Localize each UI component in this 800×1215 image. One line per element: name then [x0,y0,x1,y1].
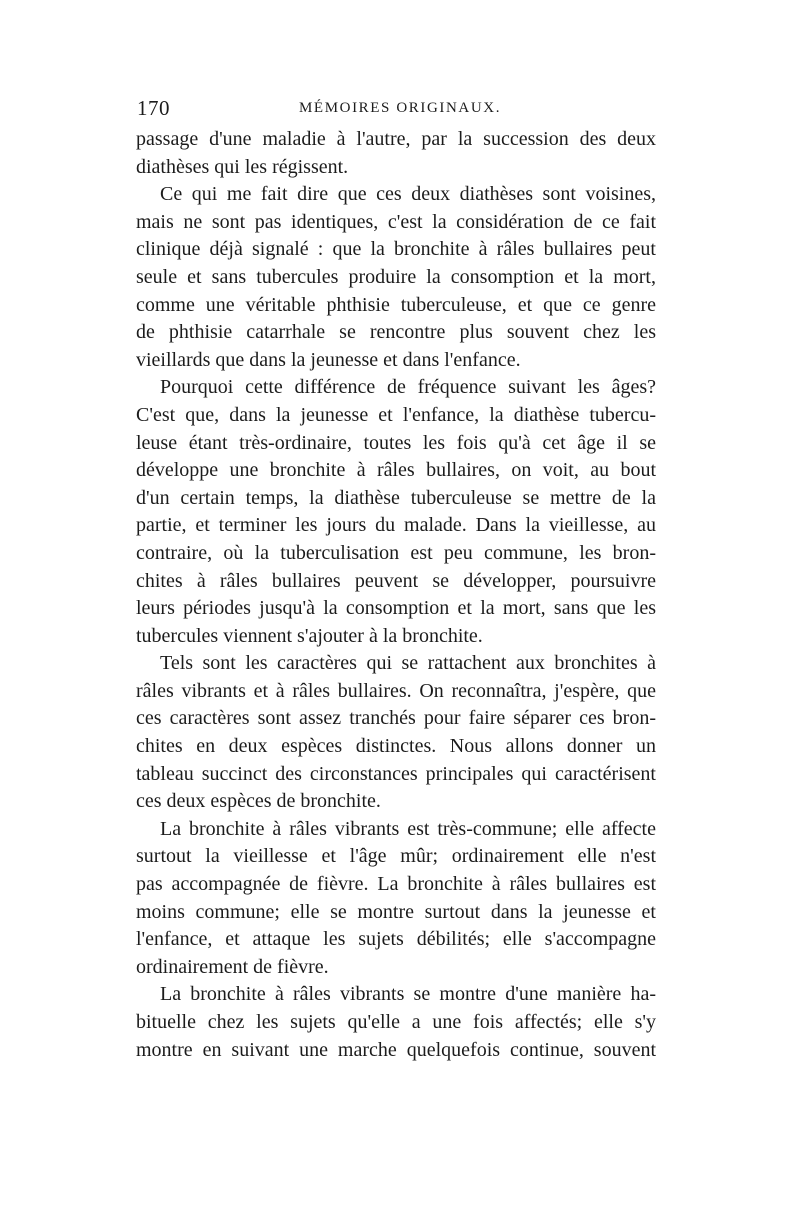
text-line: râles vibrants et à râles bullaires. On reconnaîtra, j'espère, que [136,679,656,702]
text-line: montre en suivant une marche quelquefois continue, souvent [136,1038,656,1061]
text-line: C'est que, dans la jeunesse et l'enfance, la diathèse tubercu- [136,403,656,426]
text-line: pas accompagnée de fièvre. La bronchite à râles bullaires est [136,873,656,896]
text-line: bituelle chez les sujets qu'elle a une fois affectés; elle s'y [136,1011,656,1033]
text-line: ces caractères sont assez tranchés pour faire séparer ces bron- [136,707,656,730]
text-line: partie, et terminer les jours du malade. Dans la vieillesse, au [136,514,656,537]
text-line: La bronchite à râles vibrants se montre d'une manière ha- [160,983,656,1006]
text-line: ces deux espèces de bronchite. [136,790,381,813]
page-number: 170 [137,96,170,120]
text-line: Tels sont les caractères qui se rattachent aux bronchites à [160,652,656,675]
text-line: leurs périodes jusqu'à la consomption et la mort, sans que les [136,597,656,620]
page-header [137,96,657,122]
text-line: diathèses qui les régissent. [136,155,349,178]
text-line: clinique déjà signalé : que la bronchite à râles bullaires peut [136,238,656,261]
text-line: de phthisie catarrhale se rencontre plus souvent chez les [136,321,656,344]
text-line: passage d'une maladie à l'autre, par la succession des deux [136,128,656,150]
running-title: MÉMOIRES ORIGINAUX. [299,100,502,116]
text-line: mais ne sont pas identiques, c'est la considération de ce fait [136,210,656,233]
paragraph [136,816,656,982]
body-text [136,126,656,1064]
text-line: Ce qui me fait dire que ces deux diathèses sont voisines, [160,183,656,206]
text-line: chites à râles bullaires peuvent se développer, poursuivre [136,569,656,592]
paragraph [136,126,656,181]
text-line: Pourquoi cette différence de fréquence suivant les âges? [160,376,656,399]
paragraph [136,981,656,1064]
text-line: d'un certain temps, la diathèse tuberculeuse se mettre de la [136,486,656,509]
text-line: l'enfance, et attaque les sujets débilités; elle s'accompagne [136,928,656,951]
text-line: surtout la vieillesse et l'âge mûr; ordinairement elle n'est [136,845,656,868]
text-line: La bronchite à râles vibrants est très-commune; elle affecte [160,817,656,840]
text-line: tubercules viennent s'ajouter à la bronchite. [136,624,483,647]
text-line: développe une bronchite à râles bullaires, on voit, au bout [136,459,656,482]
text-line: comme une véritable phthisie tuberculeuse, et que ce genre [136,293,656,316]
text-line: tableau succinct des circonstances principales qui caractérisent [136,762,656,785]
text-line: contraire, où la tuberculisation est peu commune, les bron- [136,541,656,564]
paragraph [136,374,656,650]
text-line: vieillards que dans la jeunesse et dans l'enfance. [136,348,521,371]
paragraph [136,181,656,374]
text-line: ordinairement de fièvre. [136,955,329,978]
text-line: seule et sans tubercules produire la consomption et la mort, [136,265,656,288]
text-line: leuse étant très-ordinaire, toutes les fois qu'à cet âge il se [136,431,656,454]
text-line: chites en deux espèces distinctes. Nous allons donner un [136,735,656,758]
text-line: moins commune; elle se montre surtout dans la jeunesse et [136,900,656,923]
paragraph [136,650,656,816]
